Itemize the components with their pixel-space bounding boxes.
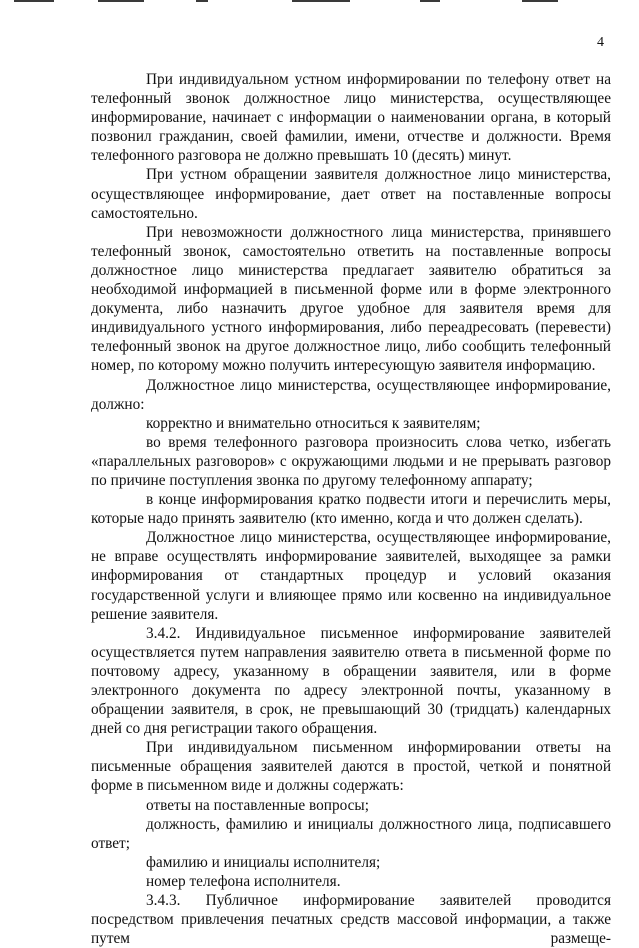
paragraph-oral-request: При устном обращении заявителя должностное лицо министерства, осуществляющее информирование, дает ответ на поставленные вопросы самостоятельно.: [91, 166, 611, 222]
paragraph-section-3-4-2: 3.4.2. Индивидуальное письменное информирование заявителей осуществляется путем направления заявителю ответа в письменной форме по почтовому адресу, указанному в обращении заявителя, или в форме электронного документа по адресу электронной почты, указанному в обращении заявителя, в срок, не превышающий 30 (тридцать) календарных дней со дня регистрации такого обращения.: [91, 624, 611, 738]
list-item-phone: номер телефона исполнителя.: [146, 872, 341, 890]
list-item-answers: ответы на поставленные вопросы;: [146, 796, 369, 814]
paragraph-official-must: Должностное лицо министерства, осуществляющее информирование, должно:: [91, 376, 611, 413]
list-item-signer: должность, фамилию и инициалы должностного лица, подписавшего ответ;: [91, 815, 611, 852]
scan-top-edge: [0, 0, 639, 5]
paragraph-section-3-4-3: 3.4.3. Публичное информирование заявителей проводится посредством привлечения печатных средств массовой информации, а также путем размеще-: [91, 892, 611, 948]
paragraph-phone-info: При индивидуальном устном информировании по телефону ответ на телефонный звонок должностное лицо министерства, осуществляющее информирование, начинает с информации о наименовании органа, в который позвонил гражданин, своей фамилии, имени, отчестве и должности. Время телефонного разговора не должно превышать 10 (десять) минут.: [91, 71, 611, 165]
paragraph-written-answers: При индивидуальном письменном информировании ответы на письменные обращения заявителей даются в простой, четкой и понятной форме в письменном виде и должны содержать:: [91, 739, 611, 795]
page-number: 4: [597, 35, 604, 50]
list-item-clear-speech: во время телефонного разговора произносить слова четко, избегать «параллельных разговоров» с окружающими людьми и не прерывать разговор по причине поступления звонка по другому телефонному аппарату;: [91, 433, 611, 489]
list-item-summary: в конце информирования кратко подвести итоги и перечислить меры, которые надо принять заявителю (кто именно, когда и что должен сделать).: [91, 491, 611, 528]
paragraph-redirect: При невозможности должностного лица министерства, принявшего телефонный звонок, самостоятельно ответить на поставленные вопросы должностное лицо министерства предлагает заявителю обратиться за необходимой информацией в письменной форме или в форме электронного документа, либо назначить другое удобное для заявителя время для индивидуального устного информирования, либо переадресовать (перевести) телефонный звонок на другое должностное лицо, либо сообщить телефонный номер, по которому можно получить интересующую заявителя информацию.: [91, 223, 611, 375]
list-item-executor: фамилию и инициалы исполнителя;: [146, 853, 381, 871]
paragraph-not-entitled: Должностное лицо министерства, осуществляющее информирование, не вправе осуществлять информирование заявителей, выходящее за рамки информирования от стандартных процедур и условий оказания государственной услуги и влияющее прямо или косвенно на индивидуальное решение заявителя.: [91, 529, 611, 623]
document-body: [91, 70, 611, 948]
list-item-courtesy: корректно и внимательно относиться к заявителям;: [146, 414, 481, 432]
